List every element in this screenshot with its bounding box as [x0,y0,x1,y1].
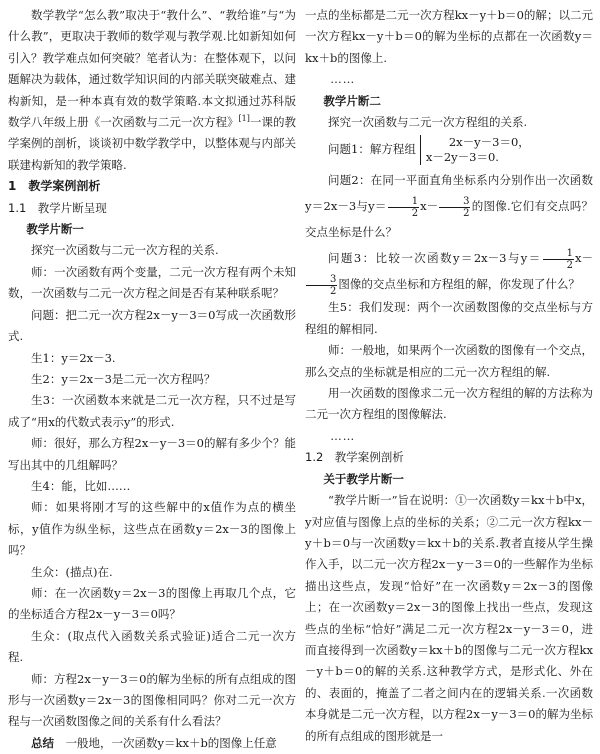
block-title-3: 关于教学片断一 [323,471,404,486]
para-line: 师：如果将刚才写的这些解中的x值作为点的横坐标，y值作为纵坐标，这些点在函数y＝2x－3的图像上吗？ [8,500,296,558]
fraction-den: 2 [566,259,573,271]
fraction [543,248,574,271]
question-1 [305,133,593,167]
fraction-num: 3 [439,196,470,208]
para-line: 师：方程2x－y－3＝0的解为坐标的所有点组成的图形与一次函数y＝2x－3的图像相同吗？你对二元一次方程与一次函数图像之间的关系有什么看法？ [8,671,296,729]
question-2-pre: 问题2：在同一平面直角坐标系内分别作出一次函数y＝2x－3与y＝ [305,173,593,214]
para-line: 生众：(取点代入函数关系式验证)适合二元一次方程. [8,628,296,665]
para-line: 探究一次函数与二元一次方程组的关系. [328,115,528,130]
continued-paragraph: 一点的坐标都是二元一次方程kx－y＋b＝0的解；以二元一次方程kx－y＋b＝0的解为坐标的点都在一次函数y＝kx＋b的图像上. [305,8,593,65]
ellipsis: …… [330,72,356,87]
right-column [305,5,593,747]
subsection-heading-1-1: 1.1 教学片断呈现 [8,200,107,215]
question-2 [305,167,593,245]
block-title-2: 教学片断二 [323,93,381,108]
summary-text: 一般地，一次函数y＝kx＋b的图像上任意 [54,735,277,750]
question-2-post: 的图像.它们有交点吗？交点坐标是什么？ [305,199,593,240]
fraction [439,196,470,219]
ellipsis: …… [330,428,356,443]
para-line: 师：很好，那么方程2x－y－3＝0的解有多少个？能写出其中的几组解吗？ [8,436,296,472]
equation-system [420,135,530,165]
question-3-post: 图像的交点坐标和方程组的解，你发现了什么？ [338,277,580,292]
block-title-1: 教学片断一 [26,222,84,237]
question-1-label: 问题1：解方程组 [328,142,416,157]
intro-tail: 一课的教学案例的剖析，谈谈初中数学教学中，以整体观与内部关联建构新知的教学策略. [8,115,296,172]
para-line: 生1：y＝2x－3. [31,350,116,365]
equation-1: 2x－y－3＝0， [448,135,530,150]
left-column [8,5,296,754]
fraction [306,274,337,297]
question-2-mid: x－ [420,199,439,214]
fraction-den: 2 [330,285,337,297]
summary-line [8,733,296,754]
para-line: 问题：把二元一次方程2x－y－3＝0写成一次函数形式. [8,307,296,344]
question-3-pre: 问题3：比较一次函数y＝2x－3与y＝ [328,251,542,266]
para-line: 师：一般地，如果两个一次函数的图像有一个交点，那么交点的坐标就是相应的二元一次方程组的解. [305,343,593,379]
para-line: 师：在一次函数y＝2x－3的图像上再取几个点，它的坐标适合方程2x－y－3＝0吗？ [8,585,296,622]
intro-paragraph [8,5,296,176]
para-line: 生众：(描点)在. [31,564,113,579]
para-line: 师：一次函数有两个变量，二元一次方程有两个未知数，一次函数与二元一次方程之间是否有某种联系呢？ [8,264,296,301]
fraction [388,196,419,219]
summary-label: 总结 [31,735,54,750]
para-line: 生2：y＝2x－3是二元一次方程吗？ [31,371,216,386]
para-line: 探究一次函数与二元一次方程的关系. [31,243,219,258]
citation-ref: [1] [238,114,250,124]
analysis-paragraph: “教学片断一”旨在说明：①一次函数y＝kx＋b中x，y对应值与图像上点的坐标的关系；②二元一次方程kx－y＋b＝0与一次函数y＝kx＋b的关系.教者直接从学生操作入手，以二元一次方程2x－y－3＝0的一些解作为坐标描出这些点，发现“恰好”在一次函数y＝2x－3的图像上；在一次函数y＝2x－3的图像上找出一些点，发现这些点的坐标“恰好”满足二元一次方程2x－y－3＝0，进而直接得到一次函数y＝kx＋b的图像与二元一次方程kx－y＋b＝0的解的关系.这种教学方式，是形式化、外在的、表面的，掩盖了二者之间内在的逻辑关系.一次函数本身就是二元一次方程，以方程2x－y－3＝0的解为坐标的所有点组成的图形就是一 [305,493,593,743]
fraction-den: 2 [411,207,419,219]
section-heading-1: 1 教学案例剖析 [8,179,101,194]
question-3-mid: x－ [575,251,593,266]
subsection-heading-1-2: 1.2 教学案例剖析 [305,450,404,465]
fraction-num: 1 [388,196,419,208]
para-line: 用一次函数的图像求二元一次方程组的解的方法称为二元一次方程组的图像解法. [305,386,593,422]
para-line: 生3：一次函数本来就是二元一次方程，只不过是写成了“用x的代数式表示y”的形式. [8,393,296,429]
fraction-den: 2 [463,207,470,219]
fraction-num: 3 [306,274,337,286]
para-line: 生4：能，比如…… [31,478,131,493]
question-3 [305,245,593,297]
equation-2: x－2y－3＝0. [425,150,499,165]
fraction-num: 1 [543,248,574,260]
intro-text: 数学教学“怎么教”取决于“教什么”、“教给谁”与“为什么教”，更取决于教师的数学观与教学观.比如新知如何引入？教学难点如何突破？笔者认为：在整体观下，以问题解决为载体，通过数学知识间的内部关联突破难点、建构新知，是一种本真有效的数学策略.本文拟通过苏科版数学八年级上册《一次函数与二元一次方程》 [8,8,296,130]
para-line: 生5：我们发现：两个一次函数图像的交点坐标与方程组的解相同. [305,300,593,336]
